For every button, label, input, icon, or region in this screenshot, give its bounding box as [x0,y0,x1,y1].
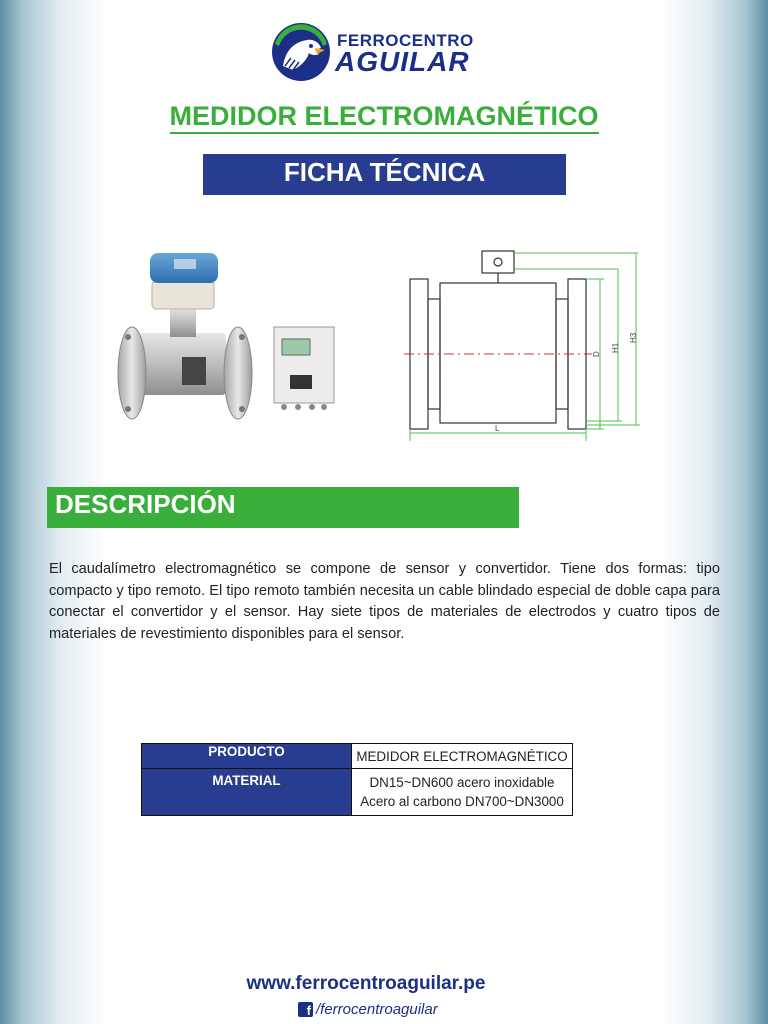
dimension-label-h1: H1 [611,342,620,353]
spec-value-material-line2: Acero al carbono DN700~DN3000 [360,794,564,809]
spec-value-producto: MEDIDOR ELECTROMAGNÉTICO [352,744,573,769]
spec-label-material: MATERIAL [142,769,352,816]
ficha-tecnica-banner: FICHA TÉCNICA [203,154,566,195]
dimension-diagram [400,243,650,443]
spec-table [141,743,573,816]
facebook-handle: /ferrocentroaguilar [316,1000,438,1018]
dimension-label-h3: H3 [629,332,638,343]
dimension-label-d: D [592,351,601,357]
facebook-link[interactable] [298,1000,438,1018]
facebook-icon: f [298,1002,313,1017]
page-title-text: MEDIDOR ELECTROMAGNÉTICO [170,101,599,134]
website-link[interactable]: www.ferrocentroaguilar.pe [246,973,486,994]
table-row [142,744,573,769]
brand-name-line1: FERROCENTRO [337,31,474,50]
product-photo [112,245,352,430]
description-heading: DESCRIPCIÓN [47,487,519,528]
description-text: El caudalímetro electromagnético se compone de sensor y convertidor. Tiene dos formas: tipo compacto y tipo remoto. El tipo remoto también necesita un cable blindado especial de doble capa para conectar el convertidor y el sensor. Hay siete tipos de materiales de electrodos y cuatro tipos de materiales de revestimiento disponibles para el sensor. [49,561,720,642]
table-row [142,769,573,816]
spec-label-producto: PRODUCTO [142,744,352,769]
spec-value-material-line1: DN15~DN600 acero inoxidable [369,775,555,790]
dimension-label-l: L [495,424,500,433]
brand-name-line2: AGUILAR [335,46,470,77]
brand-logo [271,22,474,82]
page-title [0,101,768,132]
eagle-logo-icon [271,22,331,82]
spec-value-material [352,769,573,816]
